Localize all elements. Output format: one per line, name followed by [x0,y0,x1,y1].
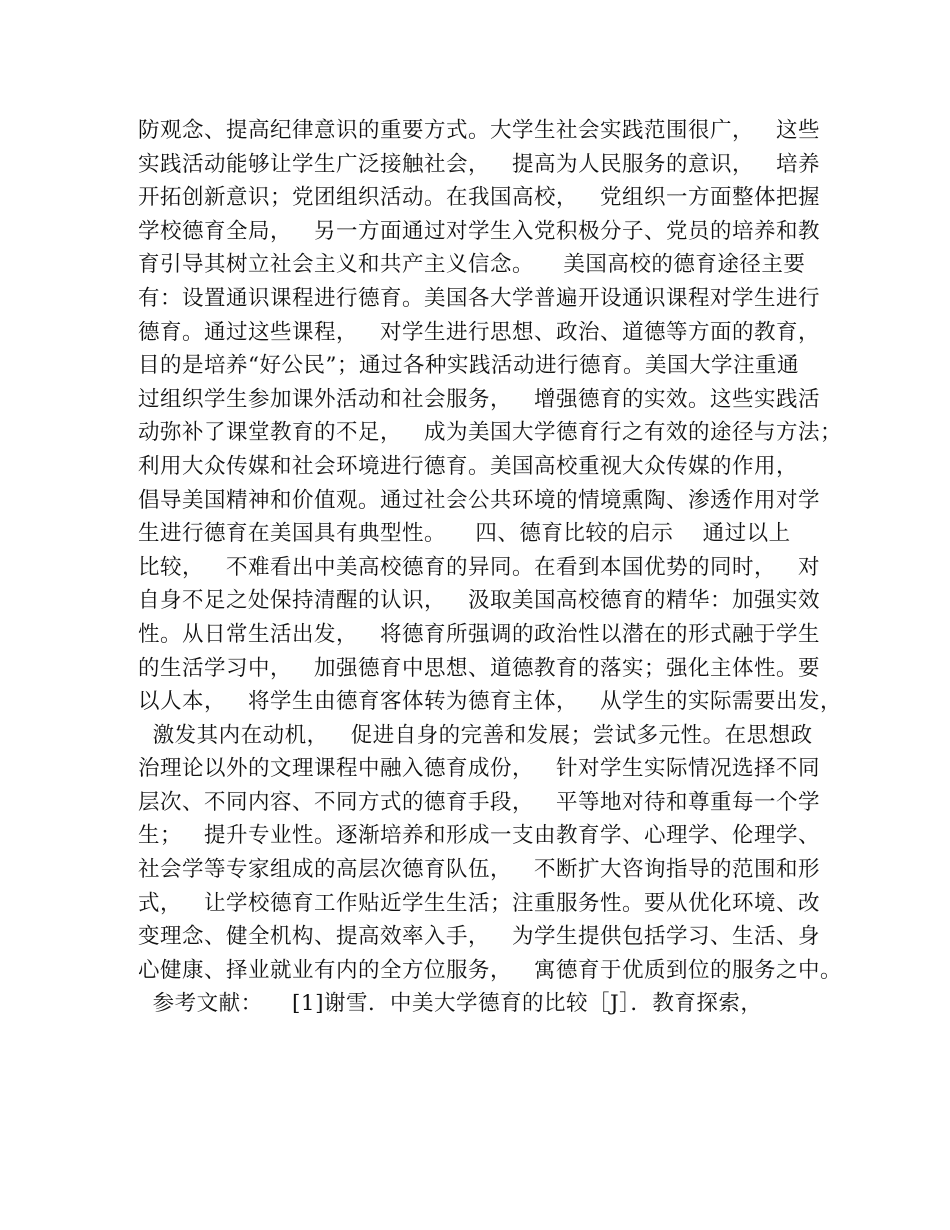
text-line: 比较， 不难看出中美高校德育的异同。在看到本国优势的同时， 对 [138,554,821,580]
text-line: 目的是培养“好公民”；通过各种实践活动进行德育。美国大学注重通 [138,353,799,379]
body-text [138,114,843,1021]
text-line: 防观念、提高纪律意识的重要方式。大学生社会实践范围很广， 这些 [138,118,821,143]
text-line: 以人本， 将学生由德育客体转为德育主体， 从学生的实际需要出发， [138,689,843,715]
text-line: 的生活学习中， 加强德育中思想、道德教育的落实；强化主体性。要 [138,655,821,681]
text-line: 激发其内在动机， 促进自身的完善和发展；尝试多元性。在思想政 [138,722,813,748]
text-line: 开拓创新意识；党团组织活动。在我国高校， 党组织一方面整体把握 [138,185,821,211]
text-line: 自身不足之处保持清醒的认识， 汲取美国高校德育的精华：加强实效 [138,588,821,614]
text-line: 治理论以外的文理课程中融入德育成份， 针对学生实际情况选择不同 [138,756,821,782]
text-line: 有：设置通识课程进行德育。美国各大学普遍开设通识课程对学生进行 [138,285,821,311]
text-line: 生进行德育在美国具有典型性。 四、德育比较的启示 通过以上 [138,521,791,547]
text-line: 学校德育全局， 另一方面通过对学生入党积极分子、党员的培养和教 [138,218,821,244]
text-line: 动弥补了课堂教育的不足， 成为美国大学德育行之有效的途径与方法； [138,420,843,446]
text-line: 德育。通过这些课程， 对学生进行思想、政治、道德等方面的教育， [138,319,821,345]
text-line: 性。从日常生活出发， 将德育所强调的政治性以潜在的形式融于学生 [138,621,821,647]
text-line: 倡导美国精神和价值观。通过社会公共环境的情境熏陶、渗透作用对学 [138,487,821,513]
text-line: 式， 让学校德育工作贴近学生生活；注重服务性。要从优化环境、改 [138,890,821,916]
text-line: 利用大众传媒和社会环境进行德育。美国高校重视大众传媒的作用， [138,453,799,479]
text-line: 过组织学生参加课外活动和社会服务， 增强德育的实效。这些实践活 [138,386,821,412]
text-line: 心健康、择业就业有内的全方位服务， 寓德育于优质到位的服务之中。 [138,957,843,983]
reference-line: 参考文献： [1]谢雪．中美大学德育的比较［J］．教育探索， [138,991,763,1017]
text-line: 变理念、健全机构、提高效率入手， 为学生提供包括学习、生活、身 [138,924,821,950]
text-line: 育引导其树立社会主义和共产主义信念。 美国高校的德育途径主要 [138,252,806,278]
text-line: 层次、不同内容、不同方式的德育手段， 平等地对待和尊重每一个学 [138,789,821,815]
text-line: 社会学等专家组成的高层次德育队伍， 不断扩大咨询指导的范围和形 [138,857,821,883]
text-line: 实践活动能够让学生广泛接触社会， 提高为人民服务的意识， 培养 [138,151,821,177]
text-line: 生； 提升专业性。逐渐培养和形成一支由教育学、心理学、伦理学、 [138,823,821,849]
